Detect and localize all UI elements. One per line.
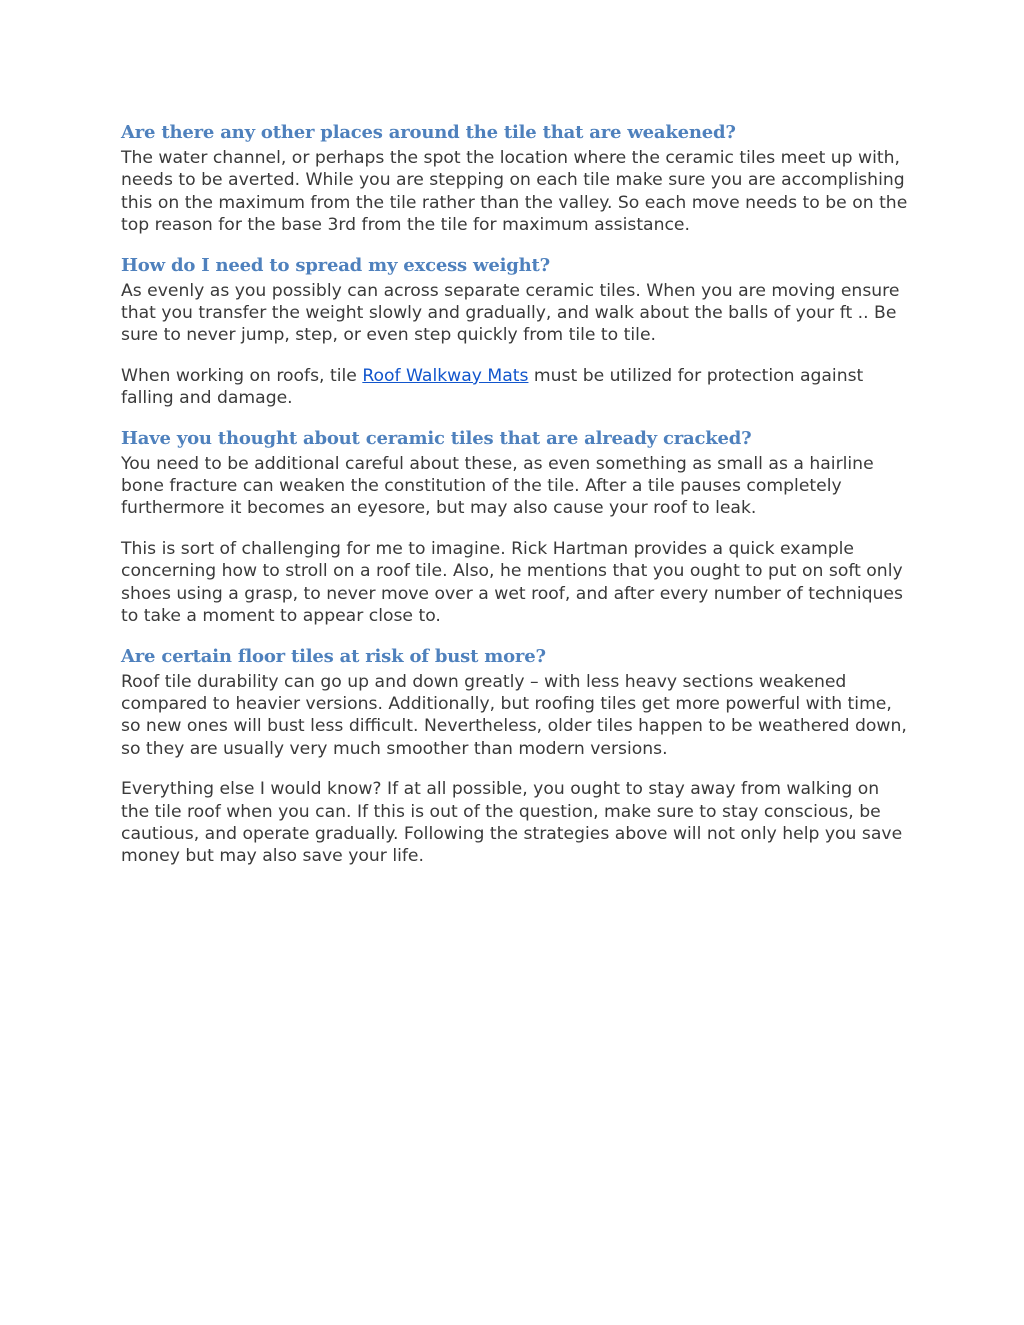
- section-heading: Have you thought about ceramic tiles that are already cracked?: [121, 427, 752, 449]
- body-paragraph-with-link: [121, 365, 911, 410]
- link-paragraph-after: must be utilized for protection against falling and damage.: [121, 365, 864, 409]
- body-paragraph: You need to be additional careful about these, as even something as small as a hairline bone fracture can weaken the constitution of the tile. After a tile pauses completely furthermore it becomes an eyesore, but may also cause your roof to leak.: [121, 453, 874, 519]
- section-heading: How do I need to spread my excess weight?: [121, 254, 550, 276]
- body-paragraph: The water channel, or perhaps the spot the location where the ceramic tiles meet up with, needs to be averted. While you are stepping on each tile make sure you are accomplishing this on the maximum from the tile rather than the valley. So each move needs to be on the top reason for the base 3rd from the tile for maximum assistance.: [121, 148, 908, 236]
- body-paragraph: Roof tile durability can go up and down greatly – with less heavy sections weakened compared to heavier versions. Additionally, but roofing tiles get more powerful with time, so new ones will bust less difficult. Nevertheless, older tiles happen to be weathered down, so they are usually very much smoother than modern versions.: [121, 671, 907, 759]
- section-heading: Are there any other places around the tile that are weakened?: [121, 122, 736, 143]
- body-paragraph: As evenly as you possibly can across separate ceramic tiles. When you are moving ensure that you transfer the weight slowly and gradually, and walk about the balls of your ft .. Be sure to never jump, step, or even step quickly from tile to tile.: [121, 280, 900, 346]
- section-heading: Are certain floor tiles at risk of bust more?: [121, 645, 546, 667]
- link-paragraph-before: When working on roofs, tile: [121, 365, 363, 386]
- roof-walkway-mats-link[interactable]: Roof Walkway Mats: [362, 365, 529, 386]
- body-paragraph: This is sort of challenging for me to imagine. Rick Hartman provides a quick example concerning how to stroll on a roof tile. Also, he mentions that you ought to put on soft only shoes using a grasp, to never move over a wet roof, and after every number of techniques to take a moment to appear close to.: [121, 538, 903, 627]
- document-body: [121, 119, 911, 868]
- body-paragraph: Everything else I would know? If at all possible, you ought to stay away from walking on the tile roof when you can. If this is out of the question, make sure to stay conscious, be cautious, and operate gradually. Following the strategies above will not only help you save money but may also save your life.: [121, 779, 903, 867]
